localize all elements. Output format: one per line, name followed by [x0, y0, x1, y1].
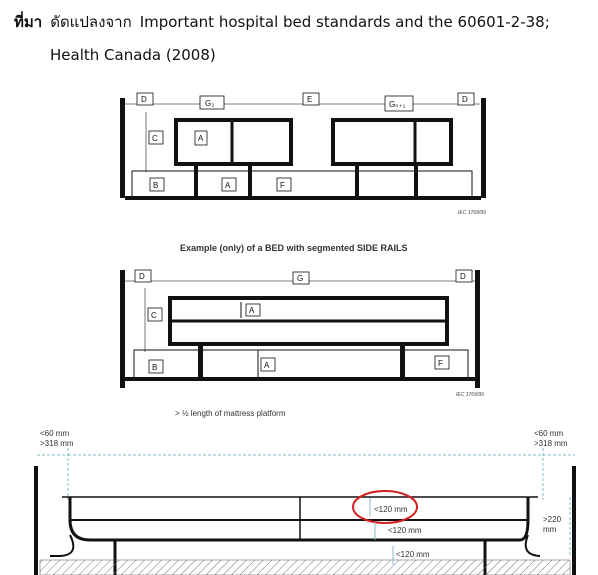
iec-ref-1: IEC 1768/99 [458, 210, 486, 216]
headboard [120, 98, 125, 198]
right-dim-1: <60 mm [534, 429, 564, 438]
source-thai: ดัดแปลงจาก [50, 13, 132, 31]
source-line-2: Health Canada (2008) [50, 46, 216, 64]
label-f: F [280, 181, 285, 190]
source-prefix: ที่มา [14, 13, 43, 31]
left-dim-2: >318 mm [40, 439, 74, 448]
label-b-2: B [152, 363, 158, 372]
label-d: D [141, 95, 147, 104]
label-gn1: Gₙ₊₁ [389, 100, 406, 109]
label-b: B [153, 181, 159, 190]
label-c-2: C [151, 311, 157, 320]
side-rail-right [333, 120, 451, 164]
label-a-lower: A [225, 181, 231, 190]
iec-ref-2: IEC 1769/99 [456, 392, 484, 398]
right-dim-2: >318 mm [534, 439, 568, 448]
height-dim-1: >220 [543, 515, 562, 524]
label-d-right: D [462, 95, 468, 104]
figure-full-rail [120, 270, 484, 398]
label-c: C [152, 134, 158, 143]
headboard-2 [120, 270, 125, 388]
label-g2: G₂ [205, 99, 215, 108]
figure-caption: Example (only) of a BED with segmented SIDE RAILS [180, 243, 408, 253]
source-english: Important hospital bed standards and the 60601-2-38; [139, 13, 550, 31]
gap-bottom: <120 mm [396, 550, 430, 559]
gap-top: <120 mm [374, 505, 408, 514]
label-d-2: D [139, 272, 145, 281]
label-a-2-lower: A [264, 361, 270, 370]
mattress-note: > ½ length of mattress platform [175, 409, 286, 418]
footboard-2 [475, 270, 480, 388]
label-g: G [297, 274, 304, 283]
footboard [481, 98, 486, 198]
figure-segmented-rails [120, 93, 486, 216]
gap-mid: <120 mm [388, 526, 422, 535]
left-dim-1: <60 mm [40, 429, 70, 438]
height-dim-2: mm [543, 525, 557, 534]
label-a-2: A [249, 306, 255, 315]
label-f-2: F [438, 359, 443, 368]
label-e: E [307, 95, 313, 104]
figure-dimensions [34, 429, 576, 575]
label-d-2-right: D [460, 272, 466, 281]
label-a: A [198, 134, 204, 143]
